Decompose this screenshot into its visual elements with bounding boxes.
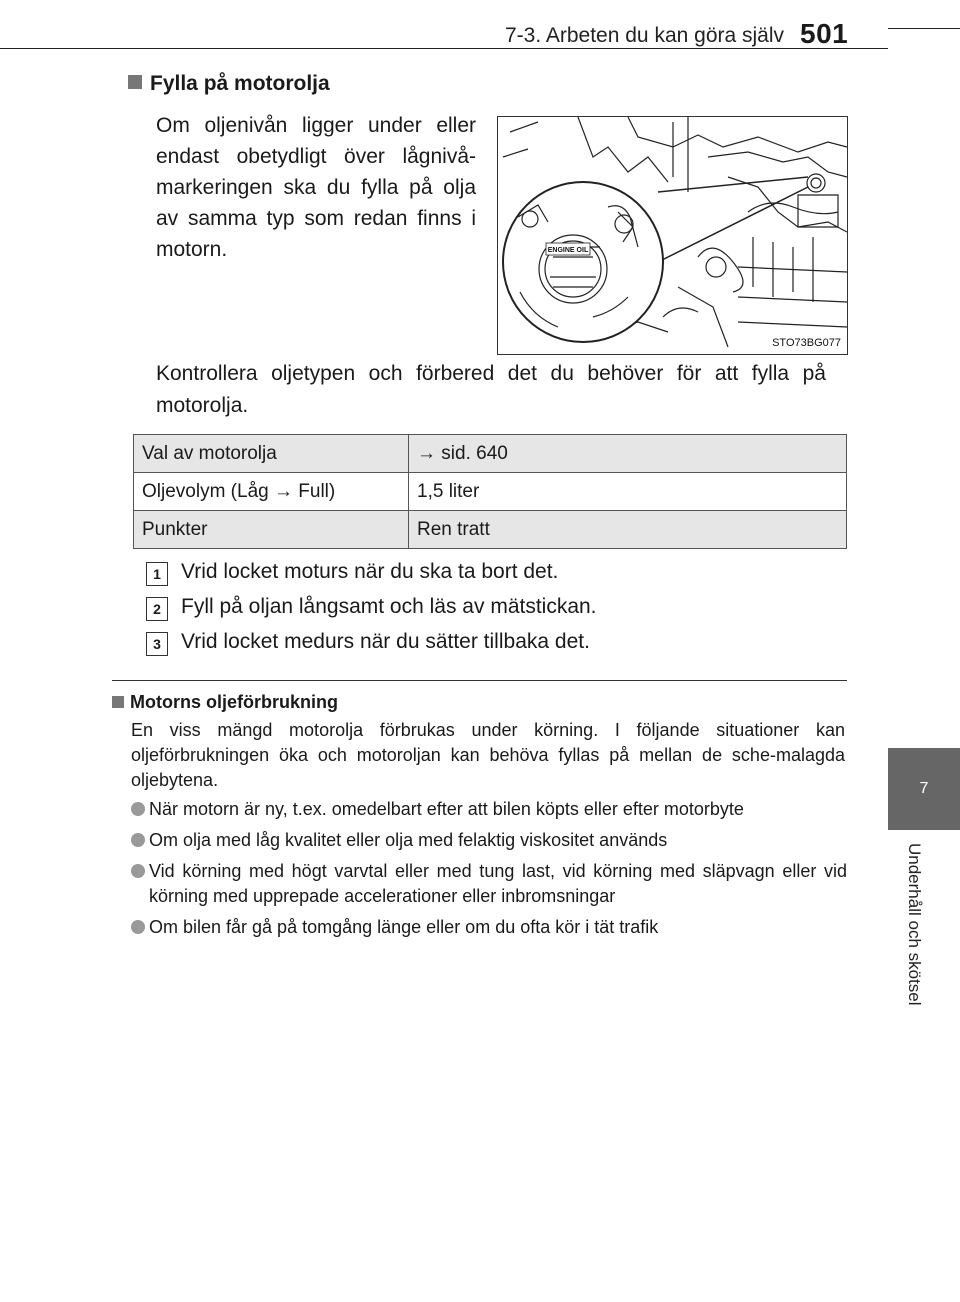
figure-cap-text: ENGINE OIL (547, 247, 589, 254)
table-value: Ren tratt (409, 511, 847, 549)
section-divider (112, 680, 847, 681)
engine-bay-illustration (498, 117, 847, 354)
oil-spec-table (133, 434, 847, 549)
heading-square-icon (128, 75, 142, 89)
note-paragraph: En viss mängd motorolja förbrukas under körning. I följande situationer kan oljeförbrukningen öka och motoroljan kan behöva fyllas på mellan de sche-malagda oljebytena. (131, 720, 845, 790)
page-number: 501 (800, 18, 849, 49)
figure-code: STO73BG077 (772, 337, 841, 349)
bullet-text: När motorn är ny, t.ex. omedelbart efter att bilen köpts eller efter motorbyte (149, 799, 744, 819)
table-row (134, 511, 847, 549)
table-row (134, 435, 847, 473)
list-item (131, 828, 847, 853)
table-value: → sid. 640 (409, 435, 847, 473)
list-item (131, 915, 847, 940)
table-key: Punkter (134, 511, 409, 549)
section-title: 7-3. Arbeten du kan göra själv (505, 24, 785, 47)
heading-square-icon (112, 696, 124, 708)
list-item (131, 859, 847, 909)
table-value: 1,5 liter (409, 473, 847, 511)
list-item (131, 797, 847, 822)
step-number: 3 (146, 632, 168, 656)
bullet-icon (131, 802, 145, 816)
table-row (134, 473, 847, 511)
bullet-icon (131, 864, 145, 878)
section-heading (128, 72, 330, 96)
chapter-tab: 7 (888, 748, 960, 830)
header-tab-rule (888, 28, 960, 29)
header-rule (0, 48, 888, 49)
bullet-icon (131, 920, 145, 934)
step-number: 1 (146, 562, 168, 586)
bullet-icon (131, 833, 145, 847)
step-text: Fyll på oljan långsamt och läs av mätstickan. (181, 595, 597, 618)
chapter-label: Underhåll och skötsel (905, 843, 924, 1006)
intro-paragraph: Om oljenivån ligger under eller endast obetydligt över lågnivå-markeringen ska du fylla på olja av samma typ som redan finns i motorn. (156, 114, 476, 261)
bullet-text: Vid körning med högt varvtal eller med tung last, vid körning med släpvagn eller vid körning med upprepade accelerationer eller inbromsningar (149, 861, 847, 906)
table-key: Val av motorolja (134, 435, 409, 473)
bullet-text: Om olja med låg kvalitet eller olja med felaktig viskositet används (149, 830, 668, 850)
note-heading-text: Motorns oljeförbrukning (130, 692, 338, 712)
table-key: Oljevolym (Låg → Full) (134, 473, 409, 511)
engine-oil-figure (497, 116, 848, 355)
step-number: 2 (146, 597, 168, 621)
chapter-label-wrap (898, 843, 928, 1033)
section-heading-text: Fylla på motorolja (150, 72, 330, 95)
bullet-text: Om bilen får gå på tomgång länge eller om du ofta kör i tät trafik (149, 917, 659, 937)
step-text: Vrid locket moturs när du ska ta bort det. (181, 560, 559, 583)
note-heading (112, 692, 338, 713)
check-paragraph: Kontrollera oljetypen och förbered det du behöver för att fylla på motorolja. (156, 362, 826, 417)
step-text: Vrid locket medurs när du sätter tillbaka det. (181, 630, 590, 653)
